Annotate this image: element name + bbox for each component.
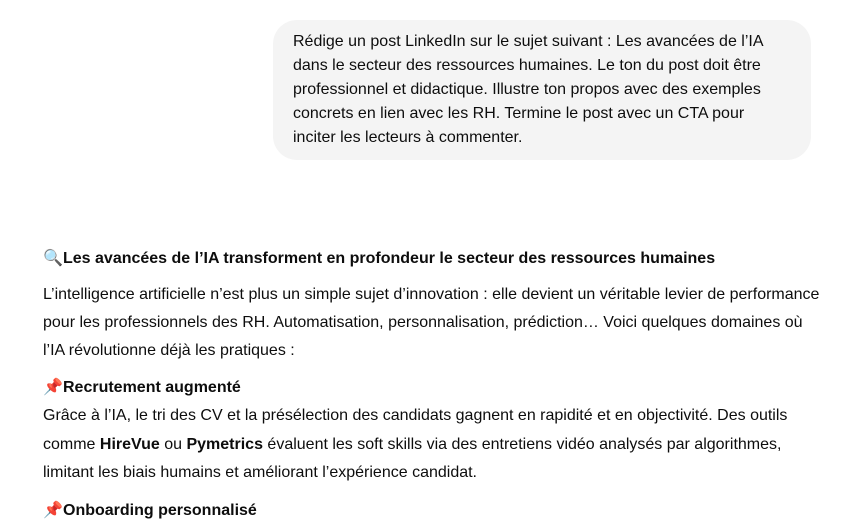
- section-title-recrutement: [43, 373, 823, 402]
- section-body-text: Grâce à l’IA, le tri des CV et la présélection des candidats gagnent en rapidité et en objectivité. Des outils comme: [43, 407, 788, 453]
- post-title: [43, 244, 823, 273]
- user-message-text: Rédige un post LinkedIn sur le sujet suivant : Les avancées de l’IA dans le secteur des ressources humaines. Le ton du post doit être professionnel et didactique. Illustre ton propos avec des exemples concrets en lien avec les RH. Termine le post avec un CTA pour inciter les lecteurs à commenter.: [293, 33, 763, 146]
- magnifier-icon: 🔍: [43, 248, 63, 267]
- section-title-text: Recrutement augmenté: [63, 379, 241, 396]
- section-title-onboarding: [43, 496, 823, 522]
- pushpin-icon: 📌: [43, 499, 63, 519]
- assistant-message: [43, 244, 823, 522]
- pushpin-icon: 📌: [43, 377, 63, 396]
- section-body-recrutement: [43, 402, 823, 488]
- section-title-text: Onboarding personnalisé: [63, 501, 257, 519]
- tool-name-hirevue: HireVue: [99, 435, 160, 453]
- section-body-text: ou: [159, 435, 187, 453]
- post-title-text: Les avancées de l’IA transforment en profondeur le secteur des ressources humaines: [63, 250, 716, 267]
- section-body-text: évaluent les soft skills via des entretiens vidéo analysés par algorithmes, limitant les biais humains et améliorant l’expérience candidat.: [43, 435, 782, 481]
- user-message-bubble: [273, 20, 811, 160]
- post-intro: L’intelligence artificielle n’est plus un simple sujet d’innovation : elle devient un véritable levier de performance pour les professionnels des RH. Automatisation, personnalisation, prédiction… Voici quelques domaines où l’IA révolutionne déjà les pratiques :: [43, 286, 820, 359]
- tool-name-pymetrics: Pymetrics: [186, 435, 263, 453]
